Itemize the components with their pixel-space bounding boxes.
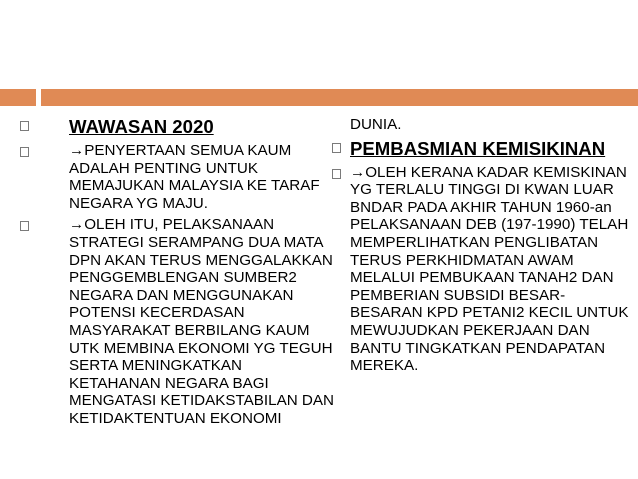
list-item-heading bbox=[332, 138, 632, 159]
continuation-text: DUNIA. bbox=[350, 116, 402, 133]
list-item bbox=[20, 142, 334, 212]
square-bullet-icon bbox=[20, 121, 29, 131]
accent-bar-right bbox=[41, 89, 638, 106]
accent-bar-left bbox=[0, 89, 36, 106]
list-item bbox=[332, 164, 632, 375]
list-item-continuation bbox=[332, 116, 632, 134]
square-bullet-icon bbox=[20, 147, 29, 157]
section-heading-wawasan: WAWASAN 2020 bbox=[69, 116, 214, 137]
list-item-text: →OLEH ITU, PELAKSANAAN STRATEGI SERAMPANG DUA MATA DPN AKAN TERUS MENGGALAKKAN PENGGEMBLENGAN SUMBER2 NEGARA DAN MENGGUNAKAN POTENSI KECERDASAN MASYARAKAT BERBILANG KAUM UTK MEMBINA EKONOMI YG TEGUH SERTA MENINGKATKAN KETAHANAN NEGARA BAGI MENGATASI KETIDAKSTABILAN DAN KETIDAKTENTUAN EKONOMI bbox=[69, 216, 334, 427]
list-item-heading bbox=[20, 116, 334, 137]
right-column bbox=[332, 116, 632, 375]
square-bullet-icon bbox=[332, 143, 341, 153]
square-bullet-icon bbox=[20, 221, 29, 231]
list-item-text: →PENYERTAAN SEMUA KAUM ADALAH PENTING UNTUK MEMAJUKAN MALAYSIA KE TARAF NEGARA YG MAJU. bbox=[69, 142, 320, 212]
list-item bbox=[20, 216, 334, 427]
section-heading-pembasmian: PEMBASMIAN KEMISIKINAN bbox=[350, 137, 606, 159]
square-bullet-icon bbox=[332, 169, 341, 179]
left-column bbox=[20, 116, 334, 428]
list-item-text: →OLEH KERANA KADAR KEMISKINAN YG TERLALU TINGGI DI KWAN LUAR BNDAR PADA AKHIR TAHUN 1960-an PELAKSANAAN DEB (197-1990) TELAH MEMPERLIHATKAN PENGLIBATAN TERUS PERKHIDMATAN AWAM MELALUI PEMBUKAAN TANAH2 DAN PEMBERIAN SUBSIDI BESAR-BESARAN KPD PETANI2 KECIL UNTUK MEWUJUDKAN PEKERJAAN DAN BANTU TINGKATKAN PENDAPATAN MEREKA. bbox=[350, 163, 629, 375]
